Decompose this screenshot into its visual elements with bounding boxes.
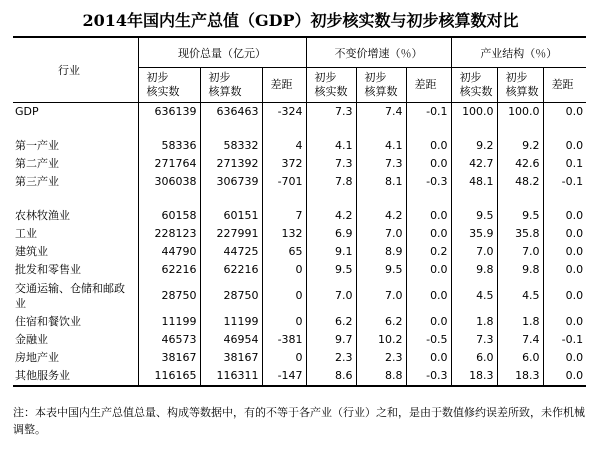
spacer-cell xyxy=(13,191,138,207)
footnote: 注：本表中国内生产总值总量、构成等数据中，有的不等于各产业（行业）之和，是由于数值修约误差所致，未作机械调整。 xyxy=(13,406,585,436)
spacer-cell xyxy=(200,121,262,137)
row-industry-name: 第三产业 xyxy=(15,175,59,188)
row-value-cell: 372 xyxy=(262,155,306,173)
header-label: 初步 核实数 xyxy=(146,71,180,98)
row-value-cell: 306739 xyxy=(200,173,262,191)
row-value-cell: 4.2 xyxy=(356,207,406,225)
spacer-cell xyxy=(306,191,356,207)
row-value-cell: 35.8 xyxy=(497,225,543,243)
row-value-cell: 60158 xyxy=(138,207,200,225)
header-growth-prelim-accounted xyxy=(356,68,406,103)
header-growth-prelim-verified xyxy=(306,68,356,103)
row-value-cell: 42.6 xyxy=(497,155,543,173)
row-value-cell: 7.3 xyxy=(451,331,497,349)
row-value-cell: 0.0 xyxy=(406,155,451,173)
table-row xyxy=(13,349,586,367)
row-value-cell: 116165 xyxy=(138,367,200,386)
row-value-cell: 4.5 xyxy=(451,279,497,313)
row-value-cell: 0.0 xyxy=(543,243,586,261)
spacer-cell xyxy=(497,191,543,207)
header-industry: 行业 xyxy=(13,37,138,103)
table-row xyxy=(13,331,586,349)
row-value-cell: 8.6 xyxy=(306,367,356,386)
table-row xyxy=(13,261,586,279)
table-row xyxy=(13,367,586,386)
row-value-cell: 0.0 xyxy=(406,349,451,367)
row-value-cell: 132 xyxy=(262,225,306,243)
row-value-cell: 46954 xyxy=(200,331,262,349)
spacer-cell xyxy=(543,121,586,137)
header-group-structure: 产业结构（％） xyxy=(451,37,586,68)
spacer-cell xyxy=(13,121,138,137)
row-industry-name: 农林牧渔业 xyxy=(15,209,70,222)
table-row xyxy=(13,243,586,261)
row-value-cell: 28750 xyxy=(138,279,200,313)
spacer-row xyxy=(13,191,586,207)
spacer-cell xyxy=(497,121,543,137)
row-value-cell: 0.0 xyxy=(406,261,451,279)
row-value-cell: 0.1 xyxy=(543,155,586,173)
row-value-cell: 9.5 xyxy=(306,261,356,279)
spacer-cell xyxy=(356,121,406,137)
row-value-cell: 0.0 xyxy=(406,279,451,313)
row-value-cell: 7.8 xyxy=(306,173,356,191)
row-value-cell: 100.0 xyxy=(451,103,497,122)
row-value-cell: 7.0 xyxy=(356,279,406,313)
row-value-cell: 48.1 xyxy=(451,173,497,191)
row-value-cell: 636463 xyxy=(200,103,262,122)
spacer-cell xyxy=(138,191,200,207)
row-value-cell: 11199 xyxy=(138,313,200,331)
row-industry-name: 交通运输、仓储和邮政业 xyxy=(15,282,125,310)
table-row xyxy=(13,137,586,155)
row-value-cell: 44725 xyxy=(200,243,262,261)
row-industry-name: 第一产业 xyxy=(15,139,59,152)
row-value-cell: 10.2 xyxy=(356,331,406,349)
row-value-cell: 228123 xyxy=(138,225,200,243)
row-value-cell: 0.0 xyxy=(406,207,451,225)
table-title: 2014年国内生产总值（GDP）初步核实数与初步核算数对比 xyxy=(82,11,519,30)
row-value-cell: 0 xyxy=(262,279,306,313)
spacer-cell xyxy=(451,121,497,137)
row-value-cell: -0.3 xyxy=(406,367,451,386)
header-total-prelim-accounted xyxy=(200,68,262,103)
row-industry-name: 工业 xyxy=(15,227,37,240)
row-value-cell: 7 xyxy=(262,207,306,225)
row-value-cell: 306038 xyxy=(138,173,200,191)
header-total-prelim-verified xyxy=(138,68,200,103)
row-value-cell: 4 xyxy=(262,137,306,155)
row-value-cell: 42.7 xyxy=(451,155,497,173)
row-value-cell: 8.1 xyxy=(356,173,406,191)
row-value-cell: 0.0 xyxy=(543,349,586,367)
row-value-cell: 4.2 xyxy=(306,207,356,225)
row-value-cell: 0 xyxy=(262,261,306,279)
row-value-cell: 0.0 xyxy=(543,261,586,279)
row-industry-name: 其他服务业 xyxy=(13,367,138,386)
row-value-cell: 7.3 xyxy=(306,155,356,173)
spacer-cell xyxy=(200,191,262,207)
row-value-cell: 0.0 xyxy=(543,207,586,225)
table-row xyxy=(13,279,586,313)
row-value-cell: 7.0 xyxy=(497,243,543,261)
table-row xyxy=(13,173,586,191)
header-label: 初步 核算数 xyxy=(208,71,242,98)
table-row xyxy=(13,313,586,331)
row-value-cell: 271392 xyxy=(200,155,262,173)
row-value-cell: 7.4 xyxy=(497,331,543,349)
row-value-cell: 44790 xyxy=(138,243,200,261)
row-industry-name: 批发和零售业 xyxy=(15,263,81,276)
row-value-cell: 8.9 xyxy=(356,243,406,261)
row-value-cell: 65 xyxy=(262,243,306,261)
spacer-cell xyxy=(262,191,306,207)
table-body xyxy=(13,103,586,387)
spacer-cell xyxy=(262,121,306,137)
row-value-cell: 9.5 xyxy=(451,207,497,225)
row-value-cell: -0.1 xyxy=(406,103,451,122)
spacer-cell xyxy=(406,121,451,137)
row-value-cell: -701 xyxy=(262,173,306,191)
row-value-cell: 18.3 xyxy=(497,367,543,386)
row-value-cell: -0.5 xyxy=(406,331,451,349)
row-value-cell: 7.0 xyxy=(306,279,356,313)
row-industry-name: 第二产业 xyxy=(15,157,59,170)
header-group-total: 现价总量（亿元） xyxy=(138,37,306,68)
row-value-cell: 35.9 xyxy=(451,225,497,243)
spacer-cell xyxy=(451,191,497,207)
row-value-cell: 9.7 xyxy=(306,331,356,349)
row-value-cell: -324 xyxy=(262,103,306,122)
header-structure-prelim-verified xyxy=(451,68,497,103)
row-value-cell: 6.0 xyxy=(497,349,543,367)
row-value-cell: 0 xyxy=(262,349,306,367)
spacer-cell xyxy=(138,121,200,137)
row-value-cell: 62216 xyxy=(200,261,262,279)
header-label: 初步 核算数 xyxy=(505,71,539,98)
row-value-cell: 7.0 xyxy=(451,243,497,261)
row-value-cell: 0.2 xyxy=(406,243,451,261)
row-value-cell: 7.4 xyxy=(356,103,406,122)
row-value-cell: 0.0 xyxy=(543,137,586,155)
row-industry-name: 住宿和餐饮业 xyxy=(15,315,81,328)
row-value-cell: 9.1 xyxy=(306,243,356,261)
row-value-cell: -147 xyxy=(262,367,306,386)
row-industry-name: 金融业 xyxy=(15,333,48,346)
row-value-cell: 9.5 xyxy=(497,207,543,225)
row-value-cell: 48.2 xyxy=(497,173,543,191)
row-industry-name: GDP xyxy=(15,105,39,118)
row-value-cell: 28750 xyxy=(200,279,262,313)
header-label: 初步 核实数 xyxy=(459,71,493,98)
header-group-growth: 不变价增速（％） xyxy=(306,37,451,68)
row-value-cell: 18.3 xyxy=(451,367,497,386)
row-value-cell: 7.3 xyxy=(356,155,406,173)
row-value-cell: 2.3 xyxy=(306,349,356,367)
row-value-cell: 60151 xyxy=(200,207,262,225)
row-value-cell: 116311 xyxy=(200,367,262,386)
row-value-cell: 271764 xyxy=(138,155,200,173)
row-value-cell: -0.1 xyxy=(543,331,586,349)
row-value-cell: 100.0 xyxy=(497,103,543,122)
header-structure-diff: 差距 xyxy=(543,68,586,103)
row-value-cell: 6.0 xyxy=(451,349,497,367)
row-value-cell: 0 xyxy=(262,313,306,331)
row-industry-name: 建筑业 xyxy=(15,245,48,258)
row-value-cell: 9.8 xyxy=(451,261,497,279)
row-value-cell: 6.2 xyxy=(306,313,356,331)
table-row xyxy=(13,225,586,243)
spacer-row xyxy=(13,121,586,137)
row-value-cell: 0.0 xyxy=(543,367,586,386)
header-structure-prelim-accounted xyxy=(497,68,543,103)
row-value-cell: 0.0 xyxy=(543,103,586,122)
header-label: 初步 核算数 xyxy=(364,71,398,98)
row-value-cell: 4.1 xyxy=(356,137,406,155)
row-value-cell: 227991 xyxy=(200,225,262,243)
row-value-cell: 2.3 xyxy=(356,349,406,367)
row-value-cell: 9.2 xyxy=(497,137,543,155)
row-value-cell: 8.8 xyxy=(356,367,406,386)
spacer-cell xyxy=(543,191,586,207)
row-value-cell: 38167 xyxy=(200,349,262,367)
row-value-cell: 0.0 xyxy=(543,225,586,243)
row-value-cell: 58336 xyxy=(138,137,200,155)
header-label: 初步 核实数 xyxy=(314,71,348,98)
gdp-comparison-table xyxy=(13,36,586,387)
spacer-cell xyxy=(356,191,406,207)
row-value-cell: 62216 xyxy=(138,261,200,279)
row-value-cell: 7.3 xyxy=(306,103,356,122)
row-value-cell: 46573 xyxy=(138,331,200,349)
row-value-cell: 7.0 xyxy=(356,225,406,243)
header-total-diff: 差距 xyxy=(262,68,306,103)
row-value-cell: 1.8 xyxy=(451,313,497,331)
row-value-cell: 0.0 xyxy=(543,279,586,313)
spacer-cell xyxy=(406,191,451,207)
row-industry-name: 房地产业 xyxy=(15,351,59,364)
row-value-cell: 4.1 xyxy=(306,137,356,155)
row-value-cell: 38167 xyxy=(138,349,200,367)
row-value-cell: 1.8 xyxy=(497,313,543,331)
row-value-cell: 9.2 xyxy=(451,137,497,155)
row-value-cell: -381 xyxy=(262,331,306,349)
row-value-cell: 0.0 xyxy=(406,313,451,331)
row-value-cell: 6.9 xyxy=(306,225,356,243)
row-value-cell: 0.0 xyxy=(543,313,586,331)
row-value-cell: 0.0 xyxy=(406,225,451,243)
row-value-cell: 58332 xyxy=(200,137,262,155)
row-value-cell: 4.5 xyxy=(497,279,543,313)
table-row xyxy=(13,155,586,173)
spacer-cell xyxy=(306,121,356,137)
row-value-cell: -0.3 xyxy=(406,173,451,191)
row-value-cell: 9.8 xyxy=(497,261,543,279)
row-value-cell: 9.5 xyxy=(356,261,406,279)
row-value-cell: 11199 xyxy=(200,313,262,331)
row-value-cell: 636139 xyxy=(138,103,200,122)
row-value-cell: -0.1 xyxy=(543,173,586,191)
table-row xyxy=(13,207,586,225)
row-value-cell: 0.0 xyxy=(406,137,451,155)
header-growth-diff: 差距 xyxy=(406,68,451,103)
table-row xyxy=(13,103,586,122)
row-value-cell: 6.2 xyxy=(356,313,406,331)
